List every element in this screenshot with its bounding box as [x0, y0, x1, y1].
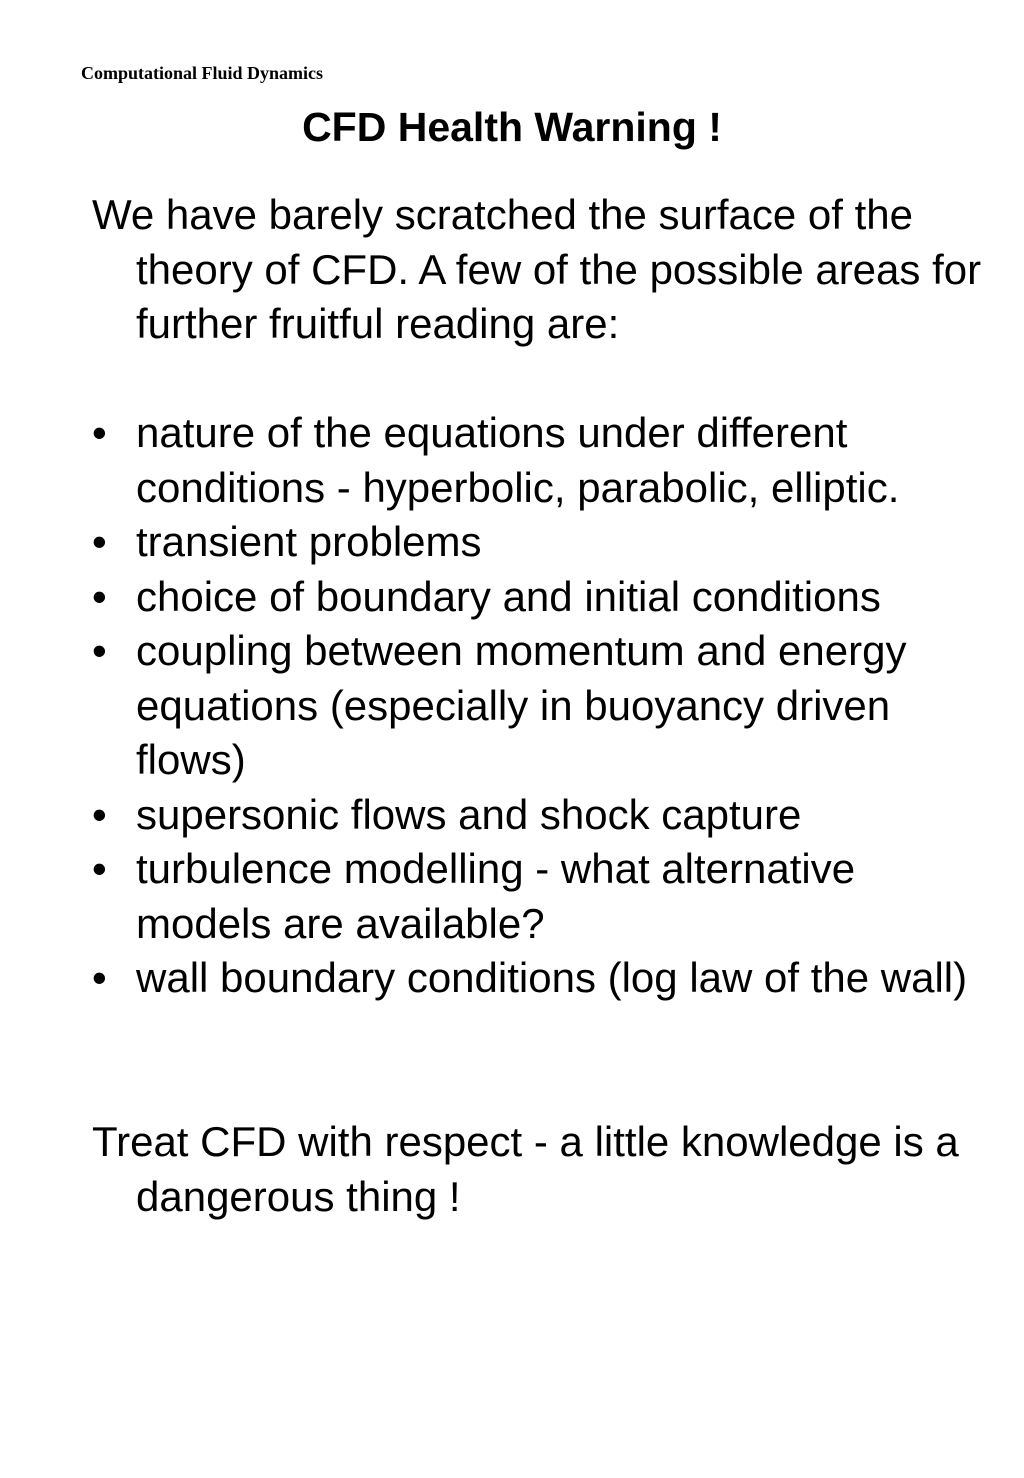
list-item	[92, 570, 992, 625]
list-item-text: turbulence modelling - what alternative models are available?	[136, 845, 856, 947]
list-item	[92, 624, 992, 788]
bullet-icon: •	[92, 845, 107, 892]
bullet-icon: •	[92, 790, 107, 838]
bullet-icon: •	[92, 954, 107, 1001]
bullet-icon: •	[92, 518, 107, 565]
intro-paragraph: We have barely scratched the surface of the theory of CFD. A few of the possible areas for further fruitful reading are:	[92, 191, 982, 347]
list-item-text: wall boundary conditions (log law of the wall)	[136, 954, 968, 1001]
list-item	[92, 951, 992, 1006]
bullet-icon: •	[92, 572, 107, 620]
closing-paragraph: Treat CFD with respect - a little knowledge is a dangerous thing !	[92, 1118, 959, 1220]
list-item-text: supersonic flows and shock capture	[136, 790, 802, 838]
bullet-icon: •	[92, 627, 107, 674]
list-item-text: nature of the equations under different conditions - hyperbolic, parabolic, elliptic.	[136, 409, 900, 511]
list-item-text: transient problems	[136, 518, 482, 565]
list-item-text: choice of boundary and initial conditions	[136, 572, 881, 620]
bullet-icon: •	[92, 409, 107, 456]
list-item-text: coupling between momentum and energy equations (especially in buoyancy driven flows)	[136, 627, 907, 783]
list-item	[92, 842, 992, 951]
reading-list	[92, 406, 992, 1006]
page-title: CFD Health Warning !	[302, 104, 722, 150]
list-item	[92, 788, 992, 843]
list-item	[92, 406, 992, 515]
course-header-label: Computational Fluid Dynamics	[81, 63, 324, 83]
list-item	[92, 515, 992, 570]
